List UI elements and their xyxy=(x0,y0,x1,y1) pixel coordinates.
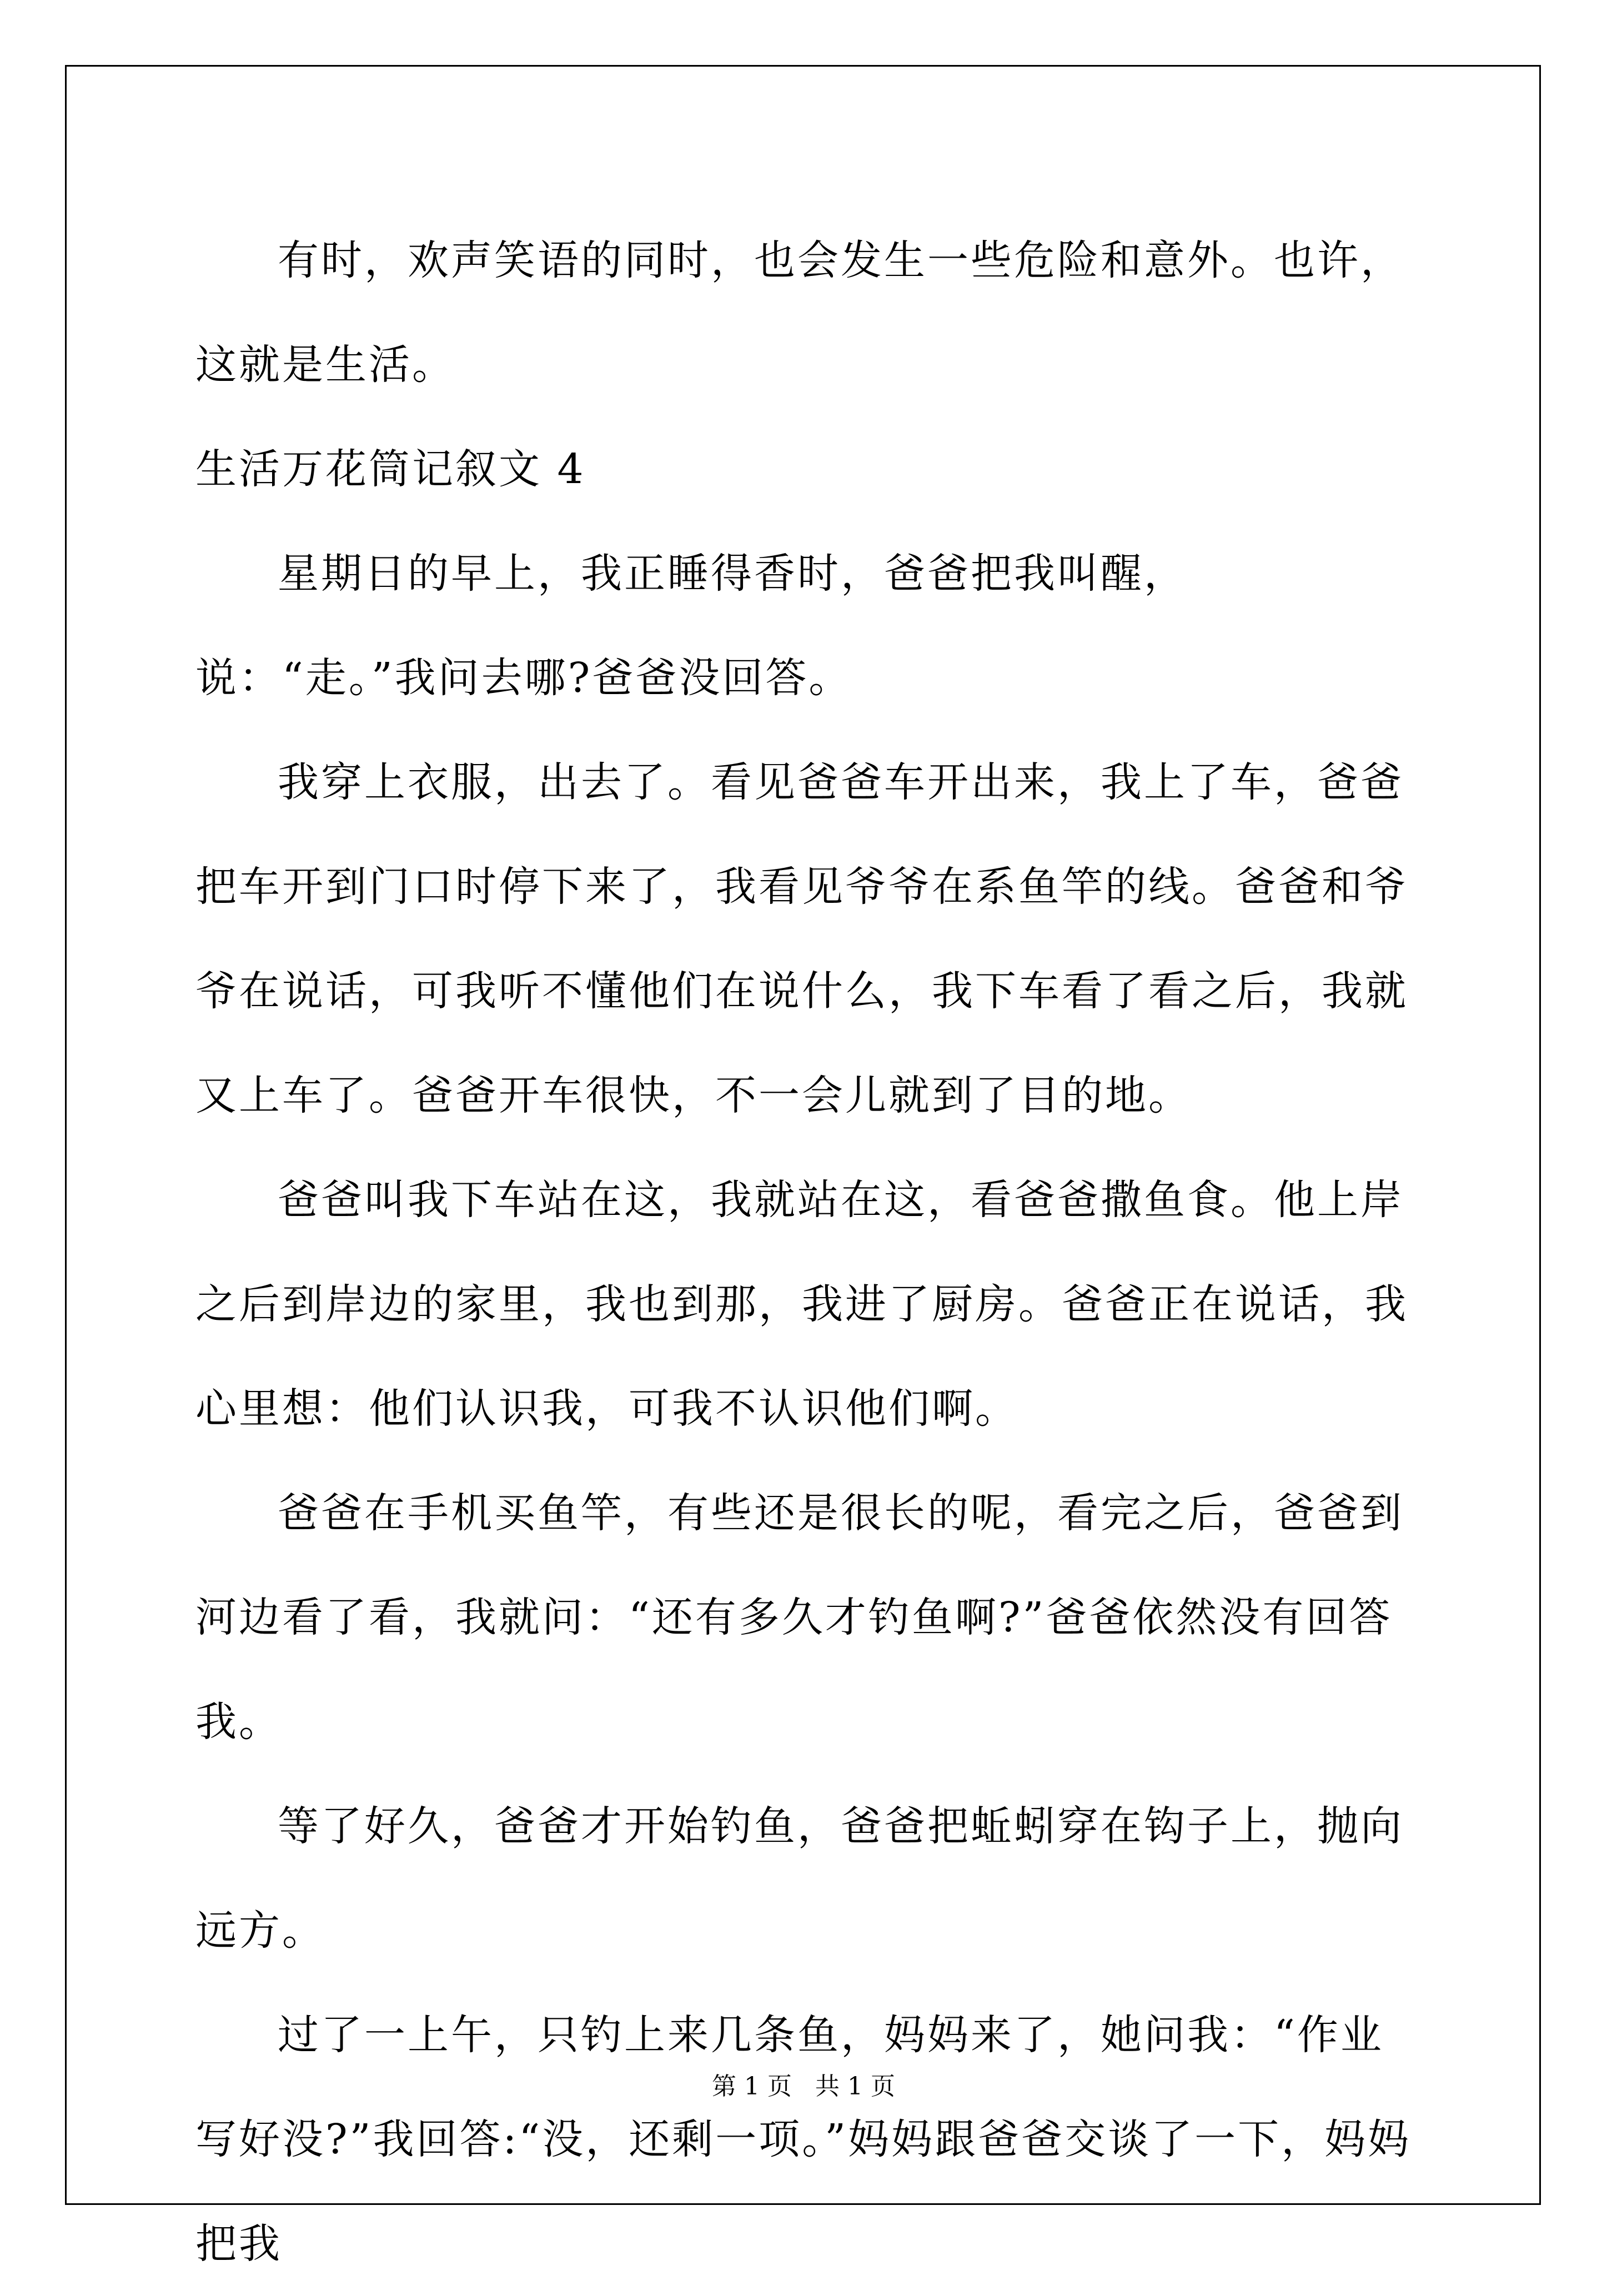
page-footer xyxy=(0,2070,1607,2103)
paragraph: 我穿上衣服，出去了。看见爸爸车开出来，我上了车，爸爸把车开到门口时停下来了，我看见爷爷在系鱼竿的线。爸爸和爷爷在说话，可我听不懂他们在说什么，我下车看了看之后，我就又上车了。爸爸开车很快，不一会儿就到了目的地。 xyxy=(195,758,1408,1119)
document-body xyxy=(195,208,1417,2296)
paragraph: 过了一上午，只钓上来几条鱼，妈妈来了，她问我：“作业写好没?”我回答:“没，还剩一项。”妈妈跟爸爸交谈了一下，妈妈把我 xyxy=(195,2011,1412,2268)
section-heading: 生活万花筒记叙文 4 xyxy=(195,445,586,493)
paragraph: 有时，欢声笑语的同时，也会发生一些危险和意外。也许，这就是生活。 xyxy=(195,237,1404,389)
page-number: 第 1 页 xyxy=(712,2072,792,2101)
paragraph: 爸爸在手机买鱼竿，有些还是很长的呢，看完之后，爸爸到河边看了看，我就问：“还有多久才钓鱼啊?”爸爸依然没有回答我。 xyxy=(195,1489,1404,1746)
paragraph: 爸爸叫我下车站在这，我就站在这，看爸爸撒鱼食。他上岸之后到岸边的家里，我也到那，我进了厨房。爸爸正在说话，我心里想：他们认识我，可我不认识他们啊。 xyxy=(195,1176,1408,1433)
paragraph: 星期日的早上，我正睡得香时，爸爸把我叫醒，说：“走。”我问去哪?爸爸没回答。 xyxy=(195,550,1187,702)
paragraph: 等了好久，爸爸才开始钓鱼，爸爸把蚯蚓穿在钩子上，抛向远方。 xyxy=(195,1802,1404,1955)
page-total: 共 1 页 xyxy=(815,2072,895,2101)
